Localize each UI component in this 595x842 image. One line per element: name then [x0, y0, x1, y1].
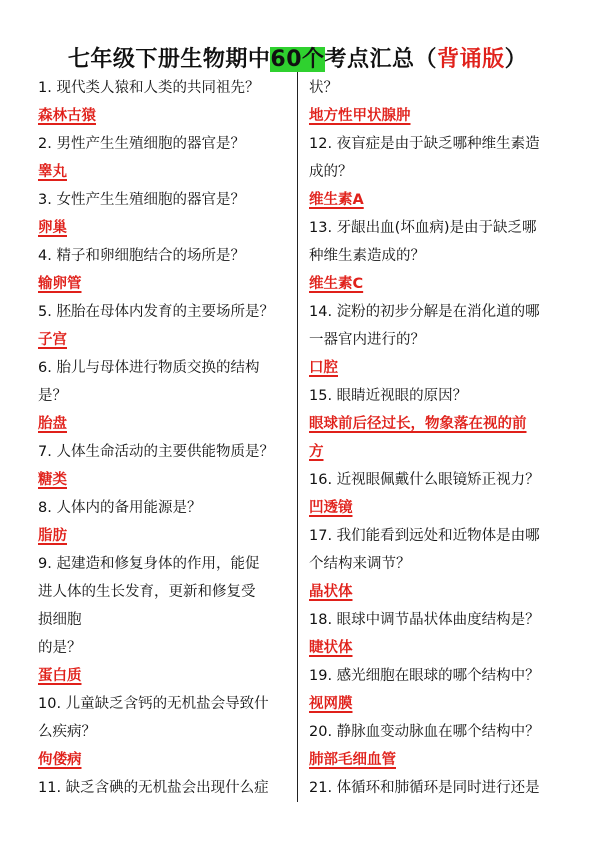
- answer-line: 晶状体: [309, 584, 353, 600]
- question-line: 5. 胚胎在母体内发育的主要场所是？: [38, 304, 274, 320]
- question-line: 3. 女性产生生殖细胞的器官是？: [38, 192, 245, 208]
- page-title: [0, 42, 595, 73]
- title-paren-close: ）: [504, 47, 528, 72]
- question-line: 20. 静脉血变动脉血在哪个结构中？: [309, 724, 540, 740]
- question-line: 种维生素造成的？: [309, 248, 425, 264]
- question-line: 2. 男性产生生殖细胞的器官是？: [38, 136, 245, 152]
- question-line: 是？: [38, 388, 67, 404]
- answer-line: 凹透镜: [309, 500, 353, 516]
- question-line: 进人体的生长发育，更新和修复受: [38, 584, 256, 600]
- answer-line: 卵巢: [38, 220, 67, 236]
- answer-line: 眼球前后径过长，物象落在视的前: [309, 416, 527, 432]
- answer-line: 森林古猿: [38, 108, 96, 124]
- question-line: 成的？: [309, 164, 353, 180]
- answer-line: 肺部毛细血管: [309, 752, 396, 768]
- left-column: [38, 74, 298, 802]
- answer-line: 脂肪: [38, 528, 67, 544]
- title-highlight: 60个: [270, 47, 325, 72]
- answer-line: 口腔: [309, 360, 338, 376]
- question-line: 14. 淀粉的初步分解是在消化道的哪: [309, 304, 540, 320]
- question-line: 么疾病？: [38, 724, 96, 740]
- question-line: 7. 人体生命活动的主要供能物质是？: [38, 444, 274, 460]
- question-line: 1. 现代类人猿和人类的共同祖先？: [38, 80, 260, 96]
- title-red-label: 背诵版: [437, 47, 505, 72]
- answer-line: 蛋白质: [38, 668, 82, 684]
- answer-line: 胎盘: [38, 416, 67, 432]
- question-line: 16. 近视眼佩戴什么眼镜矫正视力？: [309, 472, 540, 488]
- question-line: 4. 精子和卵细胞结合的场所是？: [38, 248, 245, 264]
- title-paren-open: （: [414, 47, 438, 72]
- question-line: 的是？: [38, 640, 82, 656]
- answer-line: 输卵管: [38, 276, 82, 292]
- question-line: 19. 感光细胞在眼球的哪个结构中？: [309, 668, 540, 684]
- question-line: 10. 儿童缺乏含钙的无机盐会导致什: [38, 696, 269, 712]
- answer-line: 维生素A: [309, 192, 364, 208]
- question-line: 15. 眼睛近视眼的原因？: [309, 388, 468, 404]
- title-suffix: 考点汇总: [324, 47, 415, 72]
- question-line: 8. 人体内的备用能源是？: [38, 500, 202, 516]
- question-line: 12. 夜盲症是由于缺乏哪种维生素造: [309, 136, 540, 152]
- question-line: 损细胞: [38, 612, 82, 628]
- title-main: 七年级下册生物期中: [67, 47, 271, 72]
- answer-line: 地方性甲状腺肿: [309, 108, 411, 124]
- question-line: 6. 胎儿与母体进行物质交换的结构: [38, 360, 260, 376]
- answer-line: 糖类: [38, 472, 67, 488]
- question-line: 13. 牙龈出血(坏血病)是由于缺乏哪: [309, 220, 537, 236]
- answer-line: 子宫: [38, 332, 67, 348]
- answer-line: 维生素C: [309, 276, 364, 292]
- question-line: 一器官内进行的？: [309, 332, 425, 348]
- question-line: 11. 缺乏含碘的无机盐会出现什么症: [38, 780, 269, 796]
- answer-line: 视网膜: [309, 696, 353, 712]
- question-line: 9. 起建造和修复身体的作用，能促: [38, 556, 260, 572]
- right-column: [309, 74, 567, 802]
- answer-line: 睾丸: [38, 164, 67, 180]
- question-line: 21. 体循环和肺循环是同时进行还是: [309, 780, 540, 796]
- question-line: 个结构来调节？: [309, 556, 411, 572]
- answer-line: 佝偻病: [38, 752, 82, 768]
- question-line: 18. 眼球中调节晶状体曲度结构是？: [309, 612, 540, 628]
- answer-line: 方: [309, 444, 324, 460]
- question-line: 17. 我们能看到远处和近物体是由哪: [309, 528, 540, 544]
- question-line: 状？: [309, 80, 338, 96]
- answer-line: 睫状体: [309, 640, 353, 656]
